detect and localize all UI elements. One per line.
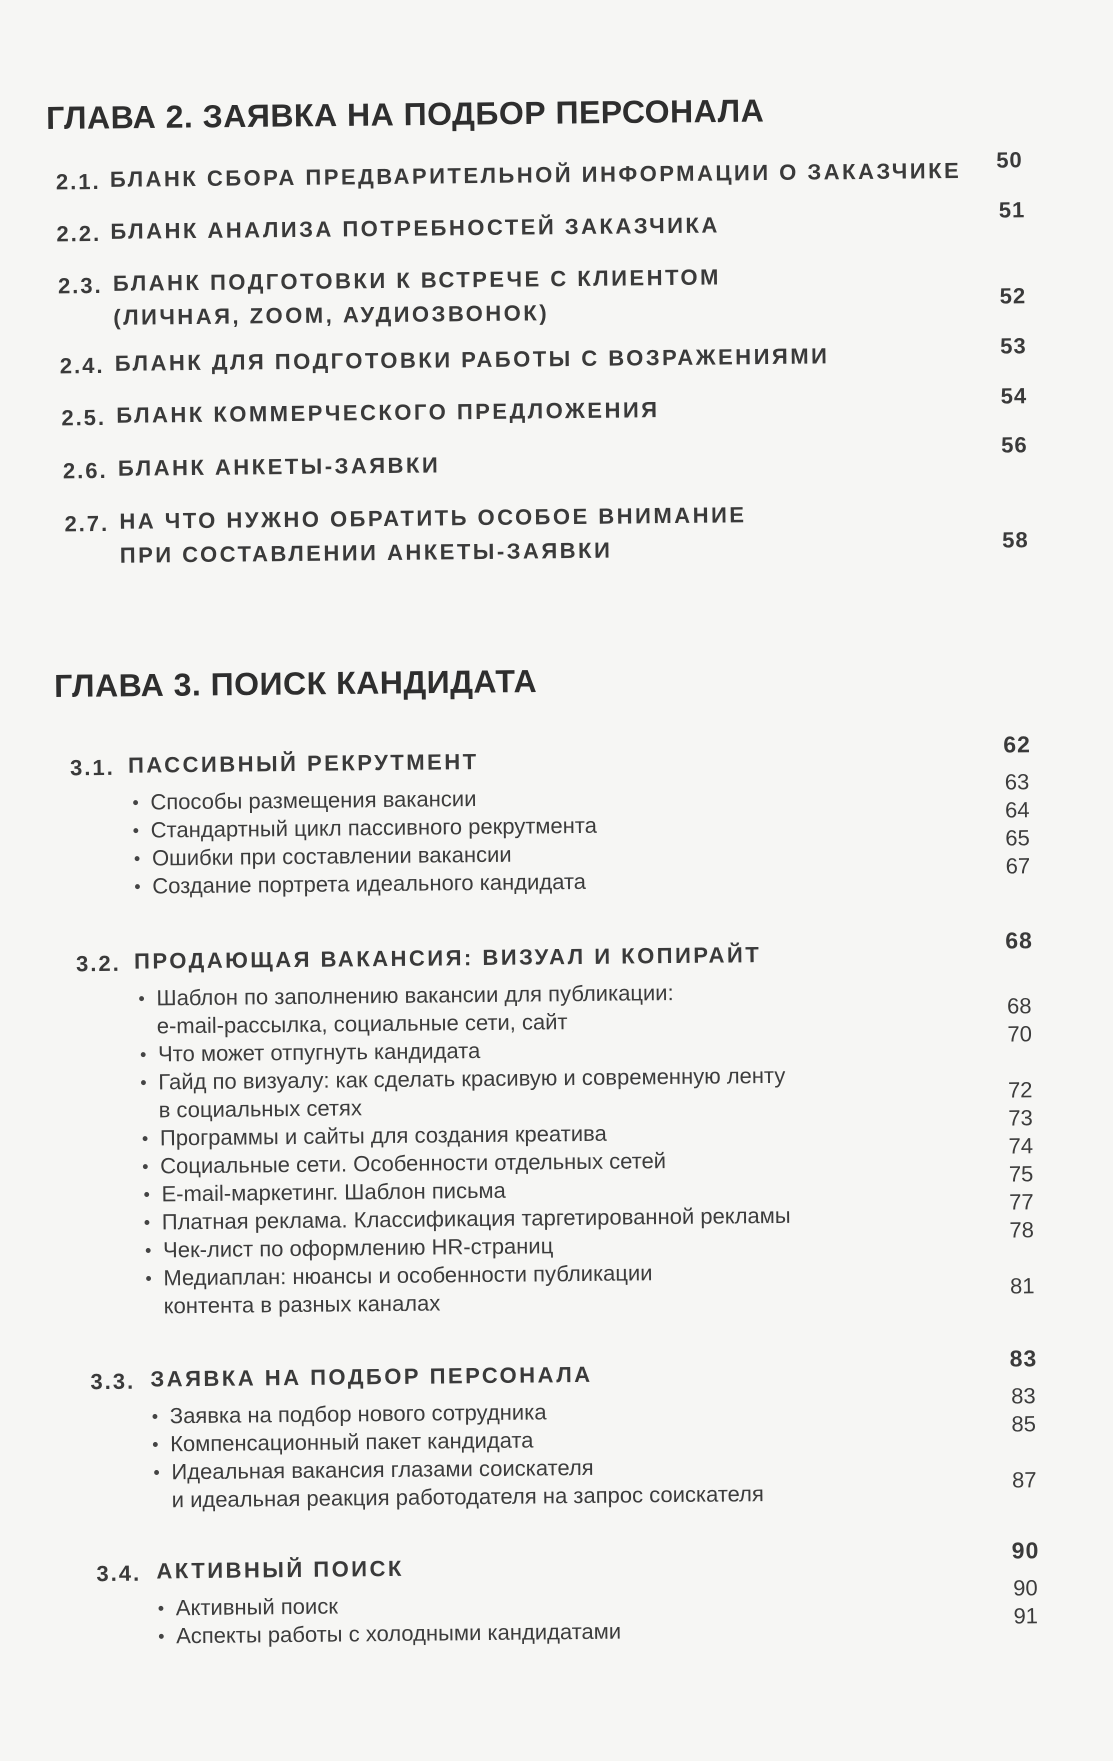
bullet-icon: • (143, 1184, 150, 1205)
section-page-number: 68 (1005, 927, 1034, 954)
item-page-number: 73 (1008, 1105, 1033, 1131)
toc-section-3-1[interactable] (8, 731, 1113, 781)
item-text: Что может отпугнуть кандидата (157, 1038, 481, 1067)
item-text: Шаблон по заполнению вакансии для публикации: e-mail-рассылка, социальные сети, сайт (156, 980, 674, 1039)
item-page-number: 74 (1008, 1133, 1034, 1159)
entry-number: 2.4. (59, 352, 105, 379)
item-page-number: 83 (1011, 1383, 1036, 1409)
item-page-number: 81 (1009, 1273, 1035, 1299)
item-page-number: 70 (1007, 1021, 1033, 1047)
item-text: Социальные сети. Особенности отдельных сетей (160, 1148, 667, 1179)
item-page-number: 91 (1013, 1603, 1039, 1629)
entry-number: 2.6. (62, 457, 108, 484)
entry-number: 2.1. (55, 168, 101, 195)
toc-entry-2-4[interactable] (4, 333, 1113, 379)
toc-entry-2-1[interactable] (2, 147, 1113, 195)
item-text: Компенсационный пакет кандидата (169, 1427, 534, 1457)
item-text: Стандартный цикл пассивного рекрутмента (150, 812, 598, 843)
item-text: Платная реклама. Классификация таргетированной рекламы (161, 1202, 791, 1235)
item-page-number: 78 (1009, 1217, 1035, 1243)
bullet-icon: • (138, 988, 145, 1009)
bullet-icon: • (133, 848, 141, 869)
item-text: Гайд по визуалу: как сделать красивую и современную ленту в социальных сетях (158, 1062, 786, 1123)
item-page-number: 68 (1006, 993, 1032, 1019)
item-text: Создание портрета идеального кандидата (152, 868, 587, 899)
bullet-icon: • (143, 1212, 151, 1233)
item-text: Медиаплан: нюансы и особенности публикации контента в разных каналах (163, 1260, 653, 1319)
section-title: АКТИВНЫЙ ПОИСК (156, 1555, 404, 1584)
section-number: 3.4. (96, 1560, 142, 1587)
section-number: 3.3. (90, 1368, 136, 1395)
entry-number: 2.7. (64, 510, 110, 537)
toc-entry-2-3[interactable] (3, 262, 1113, 330)
chapter-2-title: ГЛАВА 2. ЗАЯВКА НА ПОДБОР ПЕРСОНАЛА (46, 92, 765, 136)
toc-section-3-2[interactable] (10, 927, 1113, 977)
entry-number: 2.3. (57, 272, 103, 299)
entry-title: БЛАНК АНАЛИЗА ПОТРЕБНОСТЕЙ ЗАКАЗЧИКА (110, 212, 720, 244)
entry-title: БЛАНК СБОРА ПРЕДВАРИТЕЛЬНОЙ ИНФОРМАЦИИ О ЗАКАЗЧИКЕ (109, 157, 962, 192)
bullet-icon: • (144, 1240, 152, 1261)
section-number: 3.2. (75, 950, 121, 977)
item-page-number: 65 (1005, 825, 1030, 851)
item-text: Аспекты работы с холодными кандидатами (176, 1618, 622, 1649)
item-page-number: 64 (1004, 797, 1030, 823)
toc-entry-2-5[interactable] (4, 383, 1113, 431)
item-text: Заявка на подбор нового сотрудника (169, 1399, 547, 1429)
item-page-number: 90 (1013, 1575, 1038, 1601)
item-text: Способы размещения вакансии (150, 786, 477, 815)
entry-page-number: 51 (998, 197, 1026, 223)
bullet-icon: • (142, 1156, 149, 1177)
section-title: ПРОДАЮЩАЯ ВАКАНСИЯ: ВИЗУАЛ И КОПИРАЙТ (133, 942, 762, 974)
section-page-number: 62 (1003, 731, 1031, 758)
entry-page-number: 54 (1000, 383, 1028, 409)
entry-title: НА ЧТО НУЖНО ОБРАТИТЬ ОСОБОЕ ВНИМАНИЕ ПРИ СОСТАВЛЕНИИ АНКЕТЫ-ЗАЯВКИ (119, 502, 747, 568)
entry-page-number: 53 (1000, 333, 1027, 359)
entry-page-number: 58 (1002, 527, 1029, 553)
section-page-number: 83 (1009, 1345, 1038, 1372)
toc-entry-2-2[interactable] (2, 197, 1113, 247)
entry-title: БЛАНК ДЛЯ ПОДГОТОВКИ РАБОТЫ С ВОЗРАЖЕНИЯМИ (114, 343, 830, 376)
bullet-icon: • (157, 1598, 165, 1619)
entry-page-number: 52 (999, 283, 1027, 309)
entry-number: 2.5. (61, 404, 107, 431)
section-title: ПАССИВНЫЙ РЕКРУТМЕНТ (127, 749, 479, 778)
section-title: ЗАЯВКА НА ПОДБОР ПЕРСОНАЛА (150, 1361, 593, 1392)
item-page-number: 63 (1004, 769, 1030, 795)
entry-title: БЛАНК КОММЕРЧЕСКОГО ПРЕДЛОЖЕНИЯ (116, 397, 660, 428)
item-text: Чек-лист по оформлению HR-страниц (162, 1233, 554, 1263)
item-text: Идеальная вакансия глазами соискателя и идеальная реакция работодателя на запрос соискателя (171, 1454, 765, 1513)
section-number: 3.1. (69, 754, 115, 781)
toc-entry-2-6[interactable] (5, 432, 1113, 484)
bullet-icon: • (145, 1268, 152, 1289)
item-page-number: 67 (1005, 853, 1031, 879)
toc-section-3-4[interactable] (16, 1537, 1113, 1587)
bullet-icon: • (132, 820, 140, 841)
item-page-number: 72 (1007, 1077, 1033, 1103)
item-page-number: 75 (1008, 1161, 1034, 1187)
item-page-number: 87 (1011, 1467, 1037, 1493)
item-text: Программы и сайты для создания креатива (159, 1120, 607, 1151)
entry-title: БЛАНК ПОДГОТОВКИ К ВСТРЕЧЕ С КЛИЕНТОМ (ЛИЧНАЯ, ZOOM, АУДИОЗВОНОК) (112, 264, 721, 330)
bullet-icon: • (141, 1128, 149, 1149)
item-page-number: 77 (1009, 1189, 1034, 1215)
item-text: Активный поиск (175, 1593, 338, 1621)
item-page-number: 85 (1011, 1411, 1037, 1437)
bullet-icon: • (153, 1462, 160, 1483)
item-text: Ошибки при составлении вакансии (151, 841, 512, 871)
bullet-icon: • (140, 1072, 147, 1093)
item-text: E-mail-маркетинг. Шаблон письма (161, 1177, 506, 1207)
bullet-icon: • (132, 792, 139, 813)
section-page-number: 90 (1011, 1537, 1040, 1564)
toc-entry-2-7[interactable] (5, 500, 1113, 568)
bullet-icon: • (139, 1044, 147, 1065)
bullet-icon: • (158, 1626, 165, 1647)
bullet-icon: • (151, 1406, 159, 1427)
entry-page-number: 50 (996, 147, 1023, 173)
bullet-icon: • (152, 1434, 159, 1455)
entry-title: БЛАНК АНКЕТЫ-ЗАЯВКИ (117, 452, 441, 481)
entry-number: 2.2. (56, 220, 102, 247)
bullet-icon: • (134, 876, 141, 897)
entry-page-number: 56 (1001, 432, 1028, 458)
toc-section-3-3[interactable] (14, 1345, 1113, 1395)
chapter-3-title: ГЛАВА 3. ПОИСК КАНДИДАТА (54, 662, 538, 704)
